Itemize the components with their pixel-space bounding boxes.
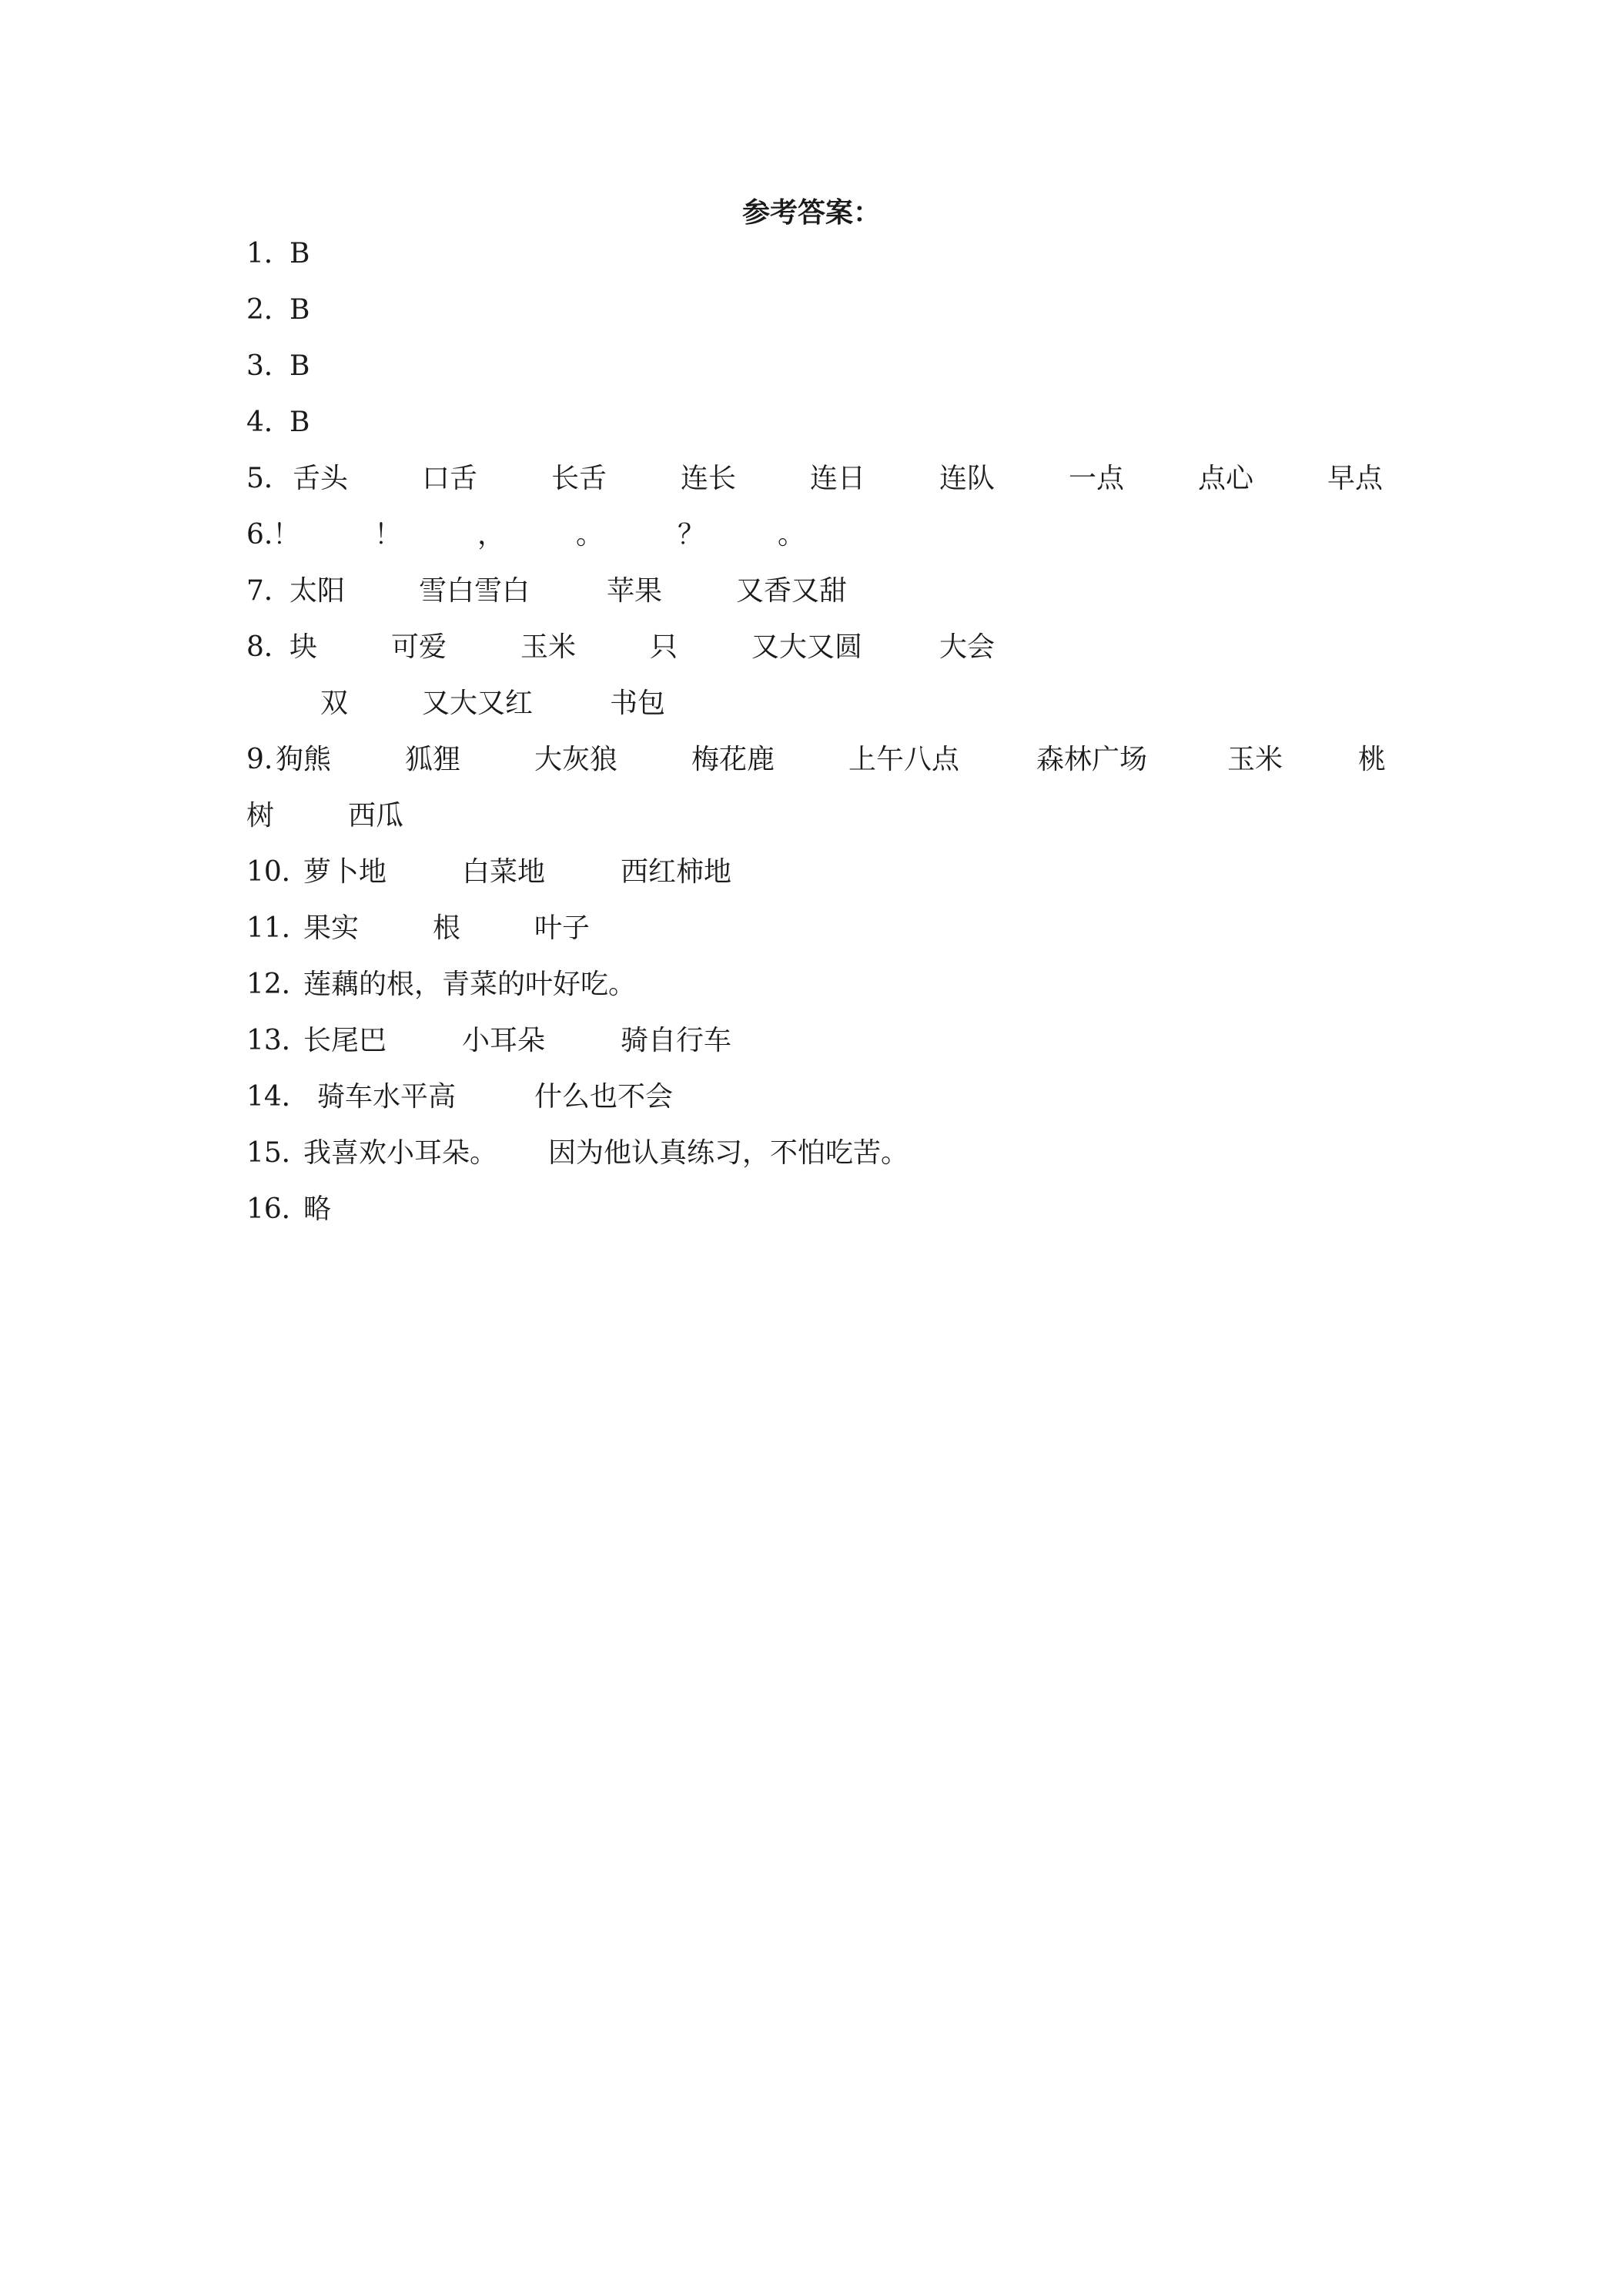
answer-item: 叶子 (534, 912, 591, 944)
answer-number: 13． (246, 1025, 310, 1056)
answer-item: 白菜地 (462, 856, 546, 888)
answer-item: 略 (303, 1193, 332, 1225)
answer-number: 9. (246, 744, 273, 775)
answer-number: 12． (246, 969, 310, 1000)
answer-item: 早点 (1327, 463, 1384, 494)
answer-item: 萝卜地 (303, 856, 387, 888)
answer-item: 西红柿地 (621, 856, 732, 888)
answer-item: 果实 (303, 912, 360, 944)
answer-item: 玉米 (1227, 744, 1283, 775)
answer-item: 骑车水平高 (317, 1081, 457, 1113)
answer-item: 雪白雪白 (419, 575, 530, 607)
answer-item: 梅花鹿 (691, 744, 775, 775)
answer-item: B (289, 407, 310, 438)
answer-item: 连队 (939, 463, 996, 494)
answer-item: 口舌 (422, 463, 478, 494)
answer-number: 4． (246, 407, 292, 438)
answer-item: 森林广场 (1036, 744, 1148, 775)
answer-item: 大会 (939, 631, 996, 663)
page-title: 参考答案： (741, 196, 881, 229)
answer-number: 6. (246, 519, 273, 551)
answer-item: 上午八点 (848, 744, 960, 775)
answer-number: 1． (246, 238, 292, 269)
answer-item: 狗熊 (276, 744, 332, 775)
answer-item: 连长 (681, 463, 737, 494)
answer-item: 舌头 (293, 463, 349, 494)
answer-item: ！ (273, 519, 301, 551)
answer-item: ？ (678, 519, 706, 551)
answer-item: 书包 (610, 688, 666, 719)
answer-item: 大灰狼 (534, 744, 618, 775)
answer-item: 太阳 (289, 575, 346, 607)
answer-item: 玉米 (520, 631, 577, 663)
answer-number: 2． (246, 294, 292, 326)
answer-number: 16． (246, 1193, 310, 1225)
answer-item: 一点 (1069, 463, 1125, 494)
answer-item: 连日 (810, 463, 866, 494)
answer-number: 5． (246, 463, 292, 494)
answer-item: B (289, 238, 310, 269)
answer-item: 骑自行车 (621, 1025, 732, 1056)
answer-item: 我喜欢小耳朵。 (303, 1137, 498, 1169)
answer-item: 根 (433, 912, 461, 944)
answer-item: 桃 (1358, 744, 1387, 775)
answer-item: 树 (246, 800, 275, 832)
answer-number: 3． (246, 350, 292, 382)
answer-item: 小耳朵 (462, 1025, 546, 1056)
answer-item: 可爱 (391, 631, 447, 663)
answer-item: 又大又红 (422, 688, 534, 719)
answer-item: 又大又圆 (751, 631, 863, 663)
answer-item: B (289, 350, 310, 382)
answer-item: 又香又甜 (736, 575, 848, 607)
answer-item: 狐狸 (405, 744, 461, 775)
answer-number: 10． (246, 856, 310, 888)
answer-item: 块 (289, 631, 318, 663)
answer-item: ， (477, 519, 506, 551)
answer-item: 什么也不会 (534, 1081, 674, 1113)
answer-item: 苹果 (607, 575, 663, 607)
answer-item: 点心 (1198, 463, 1254, 494)
answer-item: 。 (778, 519, 806, 551)
answer-number: 14． (246, 1081, 310, 1113)
answer-item: 只 (650, 631, 678, 663)
answer-number: 7． (246, 575, 292, 607)
answer-item: 长尾巴 (303, 1025, 387, 1056)
answer-number: 11． (246, 912, 310, 944)
answer-number: 8． (246, 631, 292, 663)
answer-item: 长舌 (551, 463, 607, 494)
answer-item: 莲藕的根，青菜的叶好吃。 (303, 969, 637, 1000)
answer-number: 15． (246, 1137, 310, 1169)
answer-item: B (289, 294, 310, 326)
answer-item: ！ (374, 519, 403, 551)
answer-item: 。 (576, 519, 604, 551)
answer-item: 西瓜 (348, 800, 404, 832)
answer-item: 双 (320, 688, 349, 719)
answer-item: 因为他认真练习，不怕吃苦。 (548, 1137, 909, 1169)
